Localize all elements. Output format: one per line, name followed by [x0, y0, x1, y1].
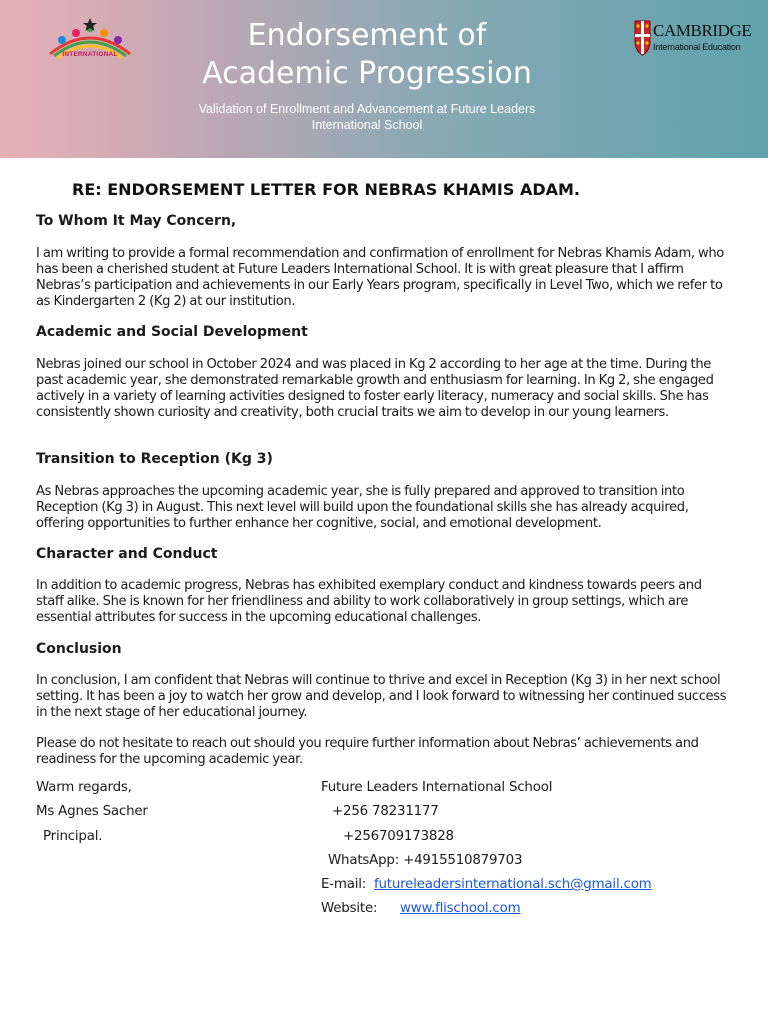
cambridge-logo-subtitle: International Education — [653, 42, 741, 52]
conclusion-paragraph: In conclusion, I am confident that Nebras will continue to thrive and excel in Reception (Kg 3) in her next school setting. It has been a joy to watch her grow and develop, and I look forward to witnessing her continued success in the next stage of her educational journey. — [36, 673, 727, 720]
contact-email-link[interactable]: futureleadersinternational.sch@gmail.com — [374, 877, 652, 892]
signatory-name: Ms Agnes Sacher — [36, 804, 148, 819]
cambridge-logo-name: CAMBRIDGE — [653, 21, 752, 40]
banner-subtitle-line1: Validation of Enrollment and Advancement at Future Leaders — [198, 102, 536, 116]
contact-website-link[interactable]: www.flischool.com — [400, 901, 521, 916]
closing-paragraph: Please do not hesitate to reach out should you require further information about Nebras’ achievements and readiness for the upcoming academic year. — [36, 736, 699, 767]
banner-subtitle-line2: International School — [311, 118, 423, 132]
contact-phone-2: +256709173828 — [343, 829, 454, 844]
contact-school-name: Future Leaders International School — [321, 780, 553, 795]
heading-transition: Transition to Reception (Kg 3) — [36, 451, 273, 467]
re-line: RE: ENDORSEMENT LETTER FOR NEBRAS KHAMIS ADAM. — [72, 180, 580, 199]
sign-off: Warm regards, — [36, 780, 132, 795]
contact-whatsapp: WhatsApp: +4915510879703 — [328, 853, 523, 868]
heading-character: Character and Conduct — [36, 546, 218, 562]
heading-conclusion: Conclusion — [36, 641, 122, 657]
academic-social-paragraph: Nebras joined our school in October 2024 and was placed in Kg 2 according to her age at the time. During the past academic year, she demonstrated remarkable growth and enthusiasm for learning. In Kg 2, she engaged actively in a variety of learning activities designed to foster early literacy, numeracy and social skills. She has consistently shown curiosity and creativity, both crucial traits we aim to develop in our young learners. — [36, 357, 714, 420]
heading-academic-social: Academic and Social Development — [36, 324, 308, 340]
signatory-title: Principal. — [43, 829, 103, 844]
transition-paragraph: As Nebras approaches the upcoming academic year, she is fully prepared and approved to transition into Reception (Kg 3) in August. This next level will build upon the foundational skills she has already acquired, offering opportunities to further enhance her cognitive, social, and emotional development. — [36, 484, 689, 531]
intro-paragraph: I am writing to provide a formal recommendation and confirmation of enrollment for Nebras Khamis Adam, who has been a cherished student at Future Leaders International School. It is with great pleasure that I affirm Nebras’s participation and achievements in our Early Years program, specifically in Level Two, which we refer to as Kindergarten 2 (Kg 2) at our institution. — [36, 246, 724, 309]
greeting: To Whom It May Concern, — [36, 213, 237, 229]
header-banner — [0, 0, 768, 158]
school-logo-text: INTERNATIONAL — [62, 51, 118, 58]
contact-phone-1: +256 78231177 — [332, 804, 439, 819]
contact-email-label: E-mail: — [321, 877, 367, 892]
banner-title-line2: Academic Progression — [202, 56, 532, 91]
banner-title-line1: Endorsement of — [247, 18, 487, 53]
contact-website-label: Website: — [321, 901, 378, 916]
character-paragraph: In addition to academic progress, Nebras has exhibited exemplary conduct and kindness towards peers and staff alike. She is known for her friendliness and ability to work collaboratively in group settings, which are essential attributes for success in the upcoming educational challenges. — [36, 578, 702, 625]
